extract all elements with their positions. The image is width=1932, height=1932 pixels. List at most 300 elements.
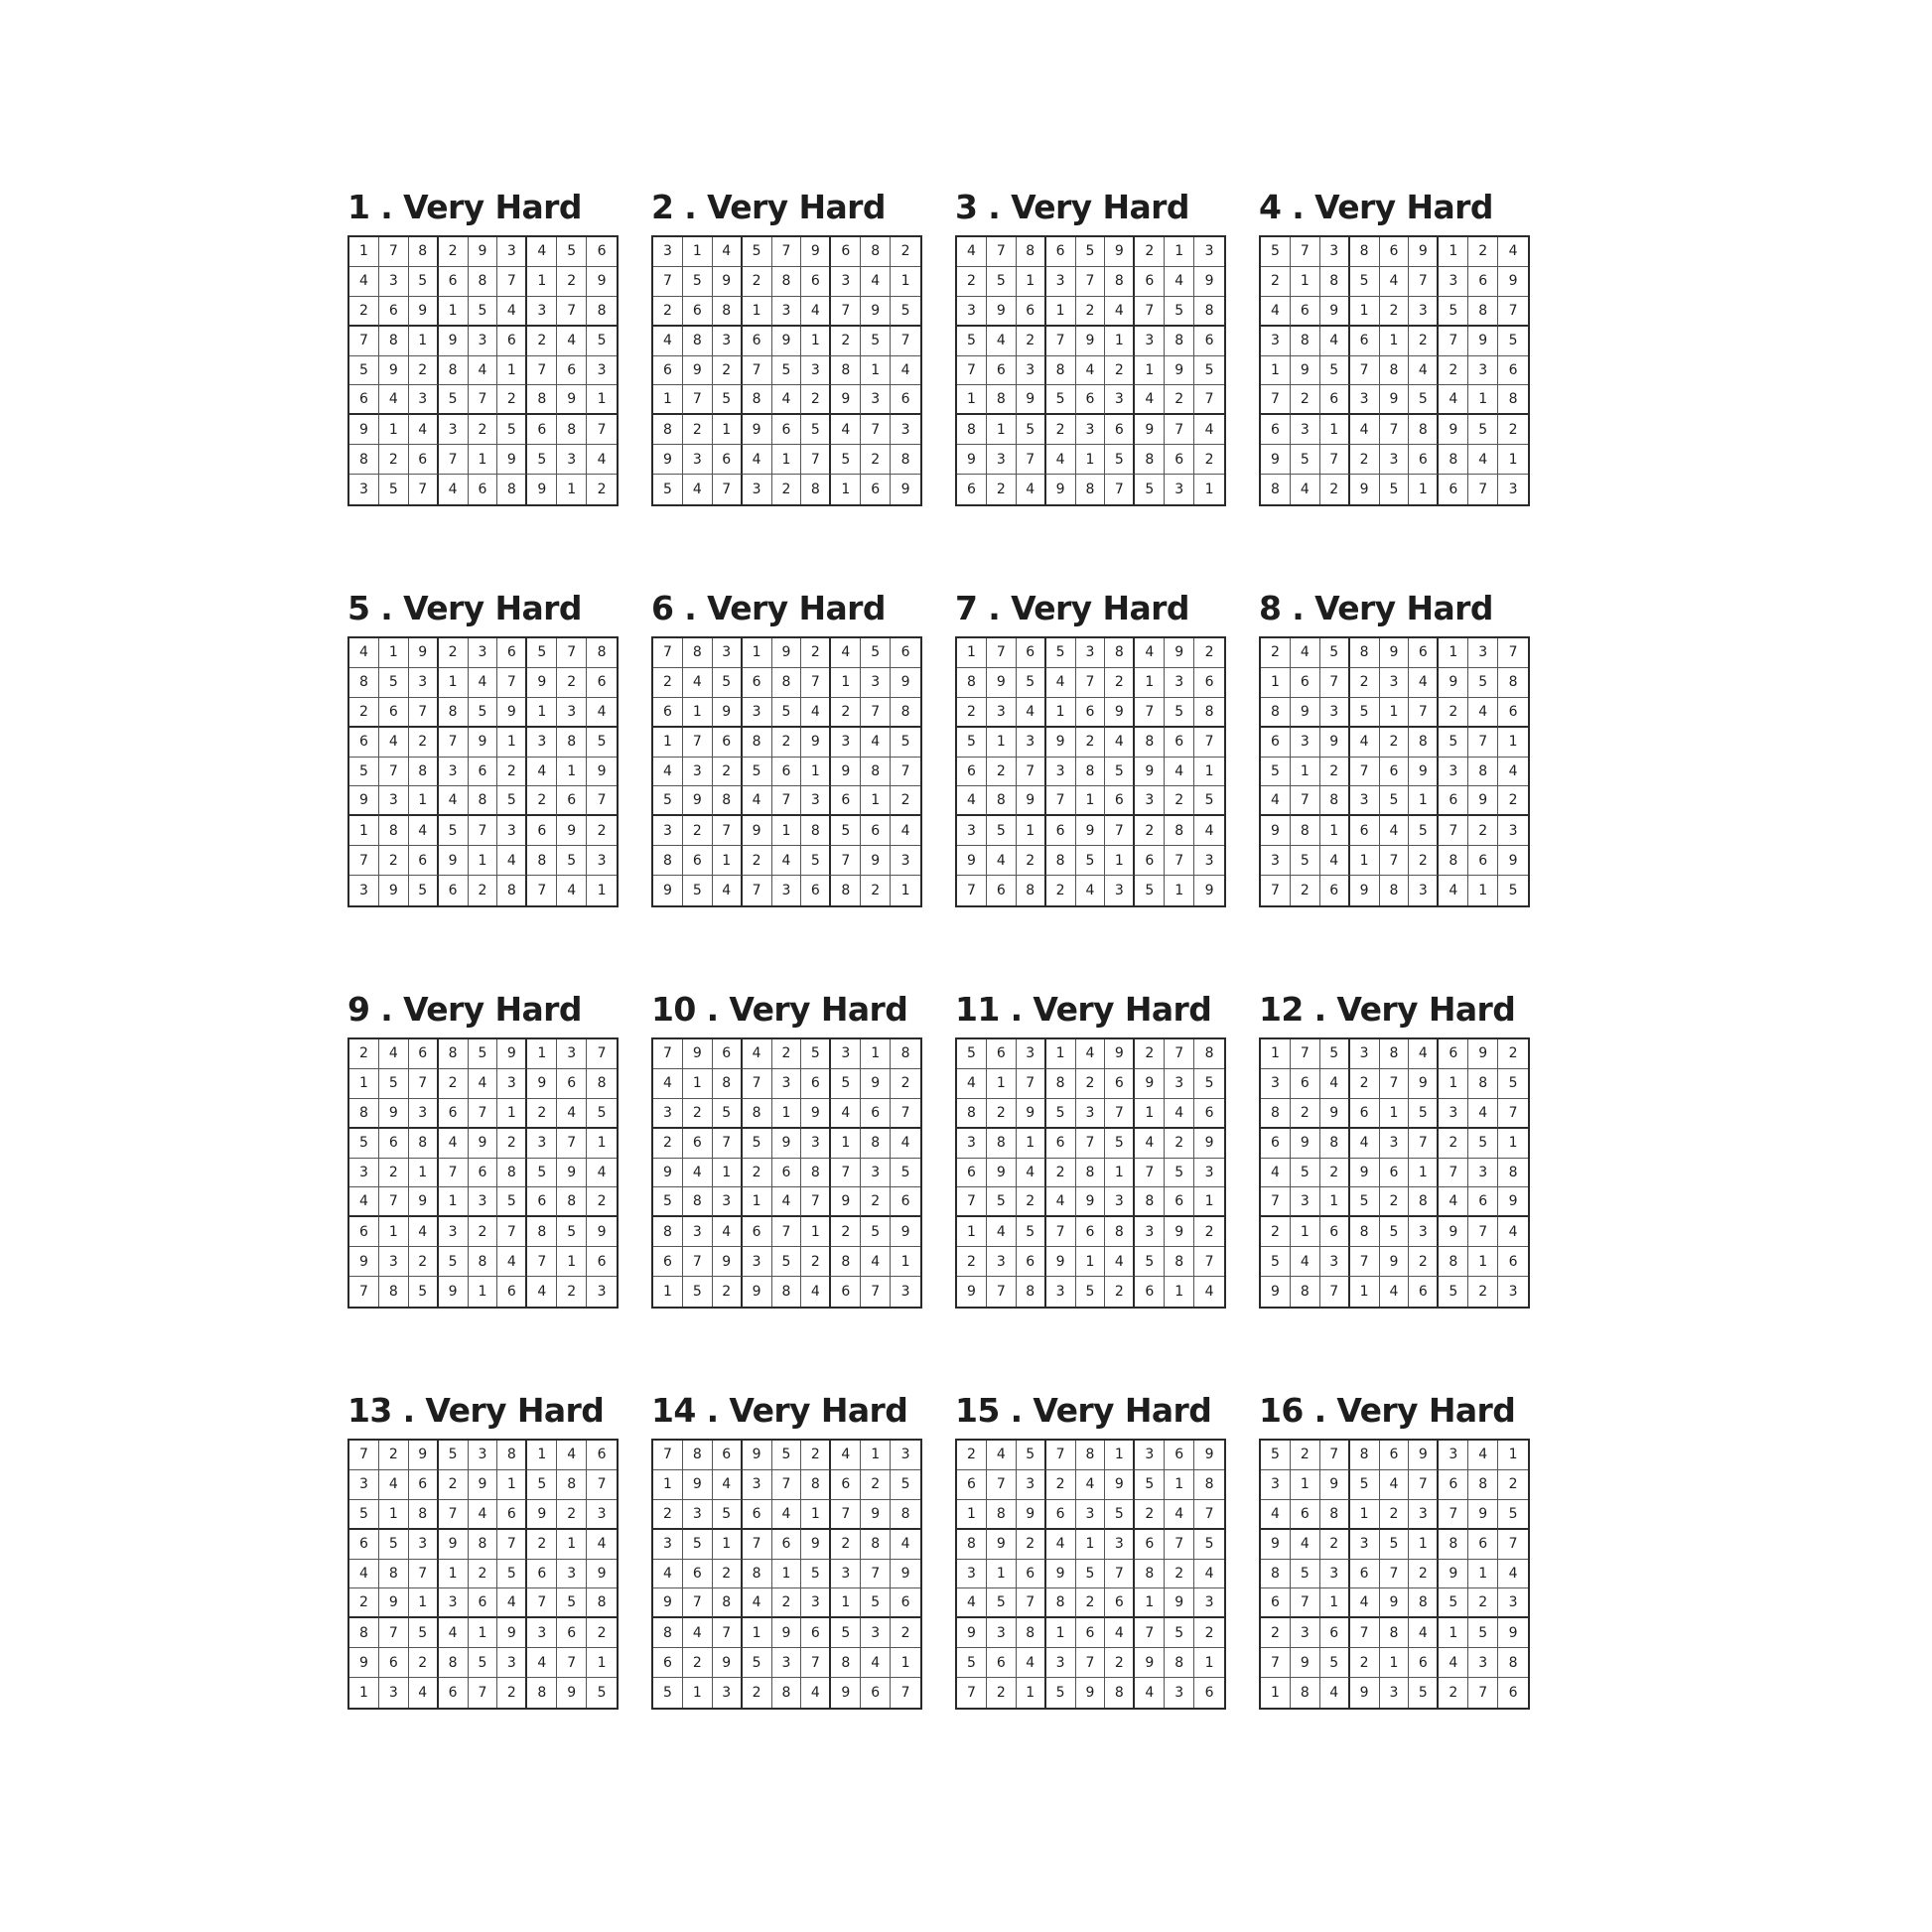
grid-cell: 6 — [497, 638, 527, 668]
grid-cell: 2 — [891, 237, 920, 267]
grid-cell: 6 — [743, 327, 772, 356]
grid-cell: 3 — [653, 816, 683, 846]
grid-cell: 1 — [1380, 1099, 1410, 1129]
grid-cell: 1 — [653, 1277, 683, 1307]
grid-cell: 1 — [1439, 1618, 1468, 1648]
grid-cell: 7 — [1135, 1159, 1165, 1188]
grid-cell: 7 — [957, 1678, 987, 1708]
grid-cell: 7 — [409, 698, 439, 728]
sudoku-puzzle — [651, 990, 925, 1302]
grid-cell: 3 — [831, 1560, 861, 1589]
grid-cell: 6 — [409, 445, 439, 475]
grid-cell: 5 — [497, 415, 527, 445]
grid-cell: 9 — [1439, 415, 1468, 445]
grid-cell: 7 — [1135, 698, 1165, 728]
grid-cell: 3 — [1135, 327, 1165, 356]
sudoku-grid — [347, 636, 619, 907]
grid-cell: 9 — [1291, 1648, 1320, 1678]
grid-cell: 8 — [861, 758, 891, 787]
grid-cell: 4 — [1046, 1530, 1076, 1560]
grid-cell: 3 — [987, 698, 1017, 728]
grid-cell: 3 — [1135, 1217, 1165, 1247]
grid-cell: 1 — [1165, 1470, 1194, 1500]
grid-cell: 7 — [1350, 356, 1380, 386]
grid-cell: 3 — [891, 846, 920, 876]
grid-cell: 7 — [379, 237, 409, 267]
grid-cell: 6 — [409, 1039, 439, 1069]
grid-cell: 9 — [713, 1247, 743, 1277]
grid-cell: 7 — [379, 1618, 409, 1648]
grid-cell: 8 — [1350, 237, 1380, 267]
grid-cell: 5 — [1380, 786, 1410, 816]
grid-cell: 5 — [861, 327, 891, 356]
sudoku-puzzle — [347, 188, 621, 499]
grid-cell: 5 — [1508, 883, 1518, 899]
grid-cell: 7 — [1076, 668, 1106, 698]
grid-cell: 7 — [1439, 816, 1468, 846]
grid-cell: 5 — [497, 1560, 527, 1589]
grid-cell: 9 — [957, 1618, 987, 1648]
grid-cell: 2 — [1498, 1039, 1528, 1069]
grid-cell: 4 — [379, 728, 409, 758]
grid-cell: 2 — [1439, 1129, 1468, 1159]
grid-cell: 4 — [469, 1069, 498, 1099]
grid-cell: 8 — [1498, 1648, 1528, 1678]
grid-cell: 7 — [557, 638, 587, 668]
grid-cell: 5 — [653, 786, 683, 816]
grid-cell: 5 — [439, 385, 469, 415]
grid-cell: 2 — [831, 698, 861, 728]
grid-cell: 6 — [1135, 846, 1165, 876]
grid-cell: 8 — [409, 758, 439, 787]
grid-cell: 3 — [1291, 1187, 1320, 1217]
grid-cell: 1 — [683, 698, 713, 728]
grid-cell: 4 — [439, 1129, 469, 1159]
grid-cell: 3 — [1380, 1129, 1410, 1159]
grid-cell: 6 — [987, 356, 1017, 386]
grid-cell: 9 — [1076, 1187, 1106, 1217]
grid-cell: 2 — [527, 1530, 557, 1560]
grid-cell: 1 — [772, 1099, 802, 1129]
grid-cell: 2 — [1017, 327, 1046, 356]
grid-cell: 5 — [683, 1530, 713, 1560]
grid-cell: 8 — [683, 1187, 713, 1217]
grid-cell: 9 — [1498, 1187, 1528, 1217]
grid-cell: 6 — [1046, 1500, 1076, 1530]
grid-cell: 2 — [1046, 415, 1076, 445]
grid-cell: 8 — [1261, 475, 1291, 504]
grid-cell: 3 — [1165, 668, 1194, 698]
grid-cell: 3 — [831, 728, 861, 758]
grid-cell: 4 — [957, 786, 987, 816]
grid-cell: 1 — [1261, 1678, 1291, 1708]
grid-cell: 8 — [1498, 668, 1528, 698]
grid-cell: 6 — [497, 1500, 527, 1530]
grid-cell: 4 — [1165, 267, 1194, 297]
grid-cell: 1 — [1046, 297, 1076, 327]
grid-cell: 6 — [469, 758, 498, 787]
grid-cell: 2 — [957, 1247, 987, 1277]
grid-cell: 9 — [379, 1099, 409, 1129]
grid-cell: 6 — [653, 698, 683, 728]
grid-cell: 6 — [1409, 638, 1439, 668]
grid-cell: 9 — [891, 1560, 920, 1589]
sudoku-grid — [651, 235, 922, 506]
puzzle-title: 13 . Very Hard — [347, 1391, 605, 1430]
grid-cell: 5 — [801, 415, 831, 445]
grid-cell: 1 — [1498, 1441, 1528, 1470]
grid-cell: 1 — [1439, 1069, 1468, 1099]
grid-cell: 4 — [743, 1039, 772, 1069]
grid-cell: 3 — [1439, 758, 1468, 787]
grid-cell: 1 — [527, 1441, 557, 1470]
grid-cell: 6 — [1380, 758, 1410, 787]
grid-cell: 3 — [653, 237, 683, 267]
grid-cell: 8 — [1165, 1247, 1194, 1277]
grid-cell: 3 — [379, 1247, 409, 1277]
grid-cell: 1 — [653, 1470, 683, 1500]
grid-cell: 3 — [527, 1129, 557, 1159]
grid-cell: 8 — [469, 786, 498, 816]
grid-cell: 4 — [1076, 876, 1106, 905]
grid-cell: 4 — [1017, 1648, 1046, 1678]
grid-cell: 8 — [1320, 1500, 1350, 1530]
grid-cell: 3 — [1105, 1187, 1135, 1217]
grid-cell: 9 — [1350, 876, 1380, 905]
grid-cell: 6 — [1380, 1159, 1410, 1188]
puzzle-sheet — [347, 188, 1533, 1703]
grid-cell: 2 — [1165, 1129, 1194, 1159]
grid-cell: 8 — [957, 415, 987, 445]
grid-cell: 6 — [1498, 356, 1528, 386]
grid-cell: 5 — [1076, 1560, 1106, 1589]
grid-cell: 5 — [1320, 356, 1350, 386]
grid-cell: 6 — [957, 758, 987, 787]
grid-cell: 7 — [861, 1560, 891, 1589]
grid-cell: 6 — [1320, 1618, 1350, 1648]
grid-cell: 9 — [557, 816, 587, 846]
grid-cell: 6 — [957, 475, 987, 504]
grid-cell: 8 — [683, 327, 713, 356]
grid-cell: 1 — [1261, 1039, 1291, 1069]
grid-cell: 3 — [861, 1159, 891, 1188]
grid-cell: 4 — [891, 1530, 920, 1560]
grid-cell: 9 — [1320, 297, 1350, 327]
grid-cell: 5 — [1017, 1217, 1046, 1247]
grid-cell: 7 — [987, 1277, 1017, 1307]
grid-cell: 3 — [557, 1039, 587, 1069]
grid-cell: 7 — [743, 356, 772, 386]
grid-cell: 8 — [831, 1648, 861, 1678]
grid-cell: 5 — [379, 668, 409, 698]
grid-cell: 3 — [379, 267, 409, 297]
grid-cell: 7 — [1194, 1500, 1224, 1530]
grid-cell: 5 — [743, 237, 772, 267]
grid-cell: 5 — [831, 816, 861, 846]
grid-cell: 5 — [1135, 1247, 1165, 1277]
grid-cell: 4 — [557, 1099, 587, 1129]
grid-cell: 7 — [1261, 1648, 1291, 1678]
grid-cell: 3 — [1380, 445, 1410, 475]
grid-cell: 6 — [1165, 1187, 1194, 1217]
grid-cell: 5 — [1165, 297, 1194, 327]
grid-cell: 2 — [1409, 1560, 1439, 1589]
grid-cell: 3 — [1468, 356, 1498, 386]
sudoku-grid — [651, 636, 922, 907]
grid-cell: 2 — [957, 267, 987, 297]
grid-cell: 1 — [349, 237, 379, 267]
grid-cell: 2 — [1135, 816, 1165, 846]
grid-cell: 6 — [587, 1247, 617, 1277]
grid-cell: 5 — [1380, 475, 1410, 504]
grid-cell: 4 — [1498, 758, 1528, 787]
grid-cell: 2 — [1105, 1648, 1135, 1678]
grid-cell: 4 — [1105, 728, 1135, 758]
grid-cell: 9 — [831, 1678, 861, 1708]
grid-cell: 5 — [1017, 415, 1046, 445]
grid-cell: 9 — [1291, 1129, 1320, 1159]
grid-cell: 7 — [1380, 415, 1410, 445]
grid-cell: 3 — [439, 758, 469, 787]
grid-cell: 4 — [1350, 728, 1380, 758]
grid-cell: 6 — [1135, 1277, 1165, 1307]
grid-cell: 8 — [1498, 385, 1528, 415]
grid-cell: 7 — [653, 638, 683, 668]
grid-cell: 8 — [439, 1039, 469, 1069]
grid-cell: 8 — [557, 1187, 587, 1217]
grid-cell: 5 — [409, 876, 439, 905]
grid-cell: 2 — [1076, 1069, 1106, 1099]
grid-cell: 1 — [497, 356, 527, 386]
grid-cell: 3 — [1350, 385, 1380, 415]
grid-cell: 7 — [861, 415, 891, 445]
grid-cell: 1 — [957, 385, 987, 415]
grid-cell: 1 — [439, 1560, 469, 1589]
grid-cell: 1 — [1320, 415, 1350, 445]
grid-cell: 2 — [1291, 385, 1320, 415]
grid-cell: 5 — [557, 1588, 587, 1618]
grid-cell: 8 — [1076, 758, 1106, 787]
grid-cell: 5 — [527, 1470, 557, 1500]
grid-cell: 2 — [861, 1470, 891, 1500]
grid-cell: 6 — [527, 1187, 557, 1217]
grid-cell: 6 — [1468, 1530, 1498, 1560]
grid-cell: 3 — [1165, 1069, 1194, 1099]
grid-cell: 4 — [801, 297, 831, 327]
grid-cell: 1 — [557, 758, 587, 787]
grid-cell: 8 — [409, 1129, 439, 1159]
grid-cell: 6 — [1017, 1560, 1046, 1589]
grid-cell: 4 — [409, 415, 439, 445]
grid-cell: 5 — [861, 638, 891, 668]
grid-cell: 4 — [1046, 1187, 1076, 1217]
grid-cell: 7 — [1261, 1187, 1291, 1217]
grid-cell: 8 — [743, 1560, 772, 1589]
grid-cell: 5 — [1439, 1588, 1468, 1618]
grid-cell: 1 — [1498, 445, 1528, 475]
grid-cell: 3 — [349, 1470, 379, 1500]
grid-cell: 7 — [439, 1159, 469, 1188]
grid-cell: 2 — [1076, 728, 1106, 758]
grid-cell: 8 — [957, 668, 987, 698]
grid-cell: 2 — [987, 758, 1017, 787]
grid-cell: 3 — [527, 297, 557, 327]
grid-cell: 8 — [1135, 1560, 1165, 1589]
grid-cell: 7 — [1468, 728, 1498, 758]
grid-cell: 9 — [409, 1441, 439, 1470]
puzzle-title: 12 . Very Hard — [1259, 990, 1516, 1029]
grid-cell: 6 — [713, 445, 743, 475]
grid-cell: 6 — [1017, 1247, 1046, 1277]
grid-cell: 1 — [743, 1187, 772, 1217]
grid-cell: 2 — [653, 1129, 683, 1159]
grid-cell: 5 — [1320, 638, 1350, 668]
grid-cell: 4 — [469, 668, 498, 698]
grid-cell: 9 — [469, 728, 498, 758]
grid-cell: 6 — [713, 1039, 743, 1069]
sudoku-grid — [347, 1037, 619, 1309]
grid-cell: 6 — [801, 267, 831, 297]
grid-cell: 3 — [1076, 415, 1106, 445]
grid-cell: 2 — [1076, 297, 1106, 327]
grid-cell: 2 — [987, 1099, 1017, 1129]
puzzle-title: 11 . Very Hard — [955, 990, 1212, 1029]
grid-cell: 1 — [683, 1678, 713, 1708]
grid-cell: 1 — [349, 1678, 379, 1708]
grid-cell: 7 — [713, 1618, 743, 1648]
grid-cell: 8 — [957, 1530, 987, 1560]
grid-cell: 2 — [683, 415, 713, 445]
grid-cell: 9 — [587, 758, 617, 787]
grid-cell: 5 — [653, 1187, 683, 1217]
grid-cell: 5 — [1409, 385, 1439, 415]
grid-cell: 5 — [497, 1187, 527, 1217]
grid-cell: 2 — [713, 356, 743, 386]
grid-cell: 6 — [1076, 698, 1106, 728]
grid-cell: 7 — [891, 1099, 920, 1129]
grid-cell: 6 — [1046, 237, 1076, 267]
grid-cell: 6 — [743, 1500, 772, 1530]
grid-cell: 9 — [772, 1129, 802, 1159]
grid-cell: 8 — [557, 1470, 587, 1500]
grid-cell: 5 — [861, 1588, 891, 1618]
grid-cell: 9 — [527, 475, 557, 504]
grid-cell: 7 — [1194, 728, 1224, 758]
grid-cell: 4 — [987, 846, 1017, 876]
grid-cell: 8 — [1409, 415, 1439, 445]
grid-cell: 4 — [1194, 816, 1224, 846]
grid-cell: 7 — [1194, 1247, 1224, 1277]
grid-cell: 2 — [831, 327, 861, 356]
grid-cell: 5 — [861, 1217, 891, 1247]
grid-cell: 6 — [379, 297, 409, 327]
grid-cell: 5 — [1194, 1530, 1224, 1560]
grid-cell: 1 — [713, 846, 743, 876]
grid-cell: 1 — [1105, 1159, 1135, 1188]
grid-cell: 5 — [1350, 267, 1380, 297]
grid-cell: 8 — [527, 385, 557, 415]
grid-cell: 9 — [831, 1187, 861, 1217]
grid-cell: 9 — [1046, 1247, 1076, 1277]
grid-cell: 5 — [1350, 1470, 1380, 1500]
grid-cell: 2 — [379, 1159, 409, 1188]
grid-cell: 4 — [1291, 1530, 1320, 1560]
grid-cell: 9 — [772, 1618, 802, 1648]
grid-cell: 1 — [1194, 1648, 1224, 1678]
grid-cell: 8 — [801, 475, 831, 504]
grid-cell: 7 — [469, 816, 498, 846]
grid-cell: 3 — [831, 1039, 861, 1069]
grid-cell: 9 — [1194, 1441, 1224, 1470]
grid-cell: 7 — [527, 1588, 557, 1618]
grid-cell: 8 — [349, 445, 379, 475]
grid-cell: 2 — [379, 445, 409, 475]
grid-cell: 7 — [987, 1470, 1017, 1500]
grid-cell: 5 — [1046, 385, 1076, 415]
grid-cell: 4 — [1135, 1129, 1165, 1159]
grid-cell: 8 — [469, 1247, 498, 1277]
grid-cell: 8 — [683, 638, 713, 668]
grid-cell: 6 — [1105, 786, 1135, 816]
grid-cell: 7 — [587, 786, 617, 816]
grid-cell: 3 — [957, 297, 987, 327]
grid-cell: 7 — [1135, 297, 1165, 327]
grid-cell: 6 — [349, 1217, 379, 1247]
grid-cell: 7 — [891, 327, 920, 356]
grid-cell: 9 — [1320, 728, 1350, 758]
grid-cell: 4 — [1194, 1560, 1224, 1589]
grid-cell: 5 — [349, 356, 379, 386]
grid-cell: 4 — [891, 356, 920, 386]
grid-cell: 9 — [497, 445, 527, 475]
grid-cell: 8 — [743, 1099, 772, 1129]
sudoku-grid — [955, 1439, 1226, 1710]
grid-cell: 9 — [1105, 237, 1135, 267]
grid-cell: 5 — [1291, 846, 1320, 876]
grid-cell: 1 — [1409, 1159, 1439, 1188]
grid-cell: 7 — [772, 237, 802, 267]
grid-cell: 3 — [1350, 1530, 1380, 1560]
grid-cell: 4 — [801, 1678, 831, 1708]
grid-cell: 7 — [1046, 1441, 1076, 1470]
grid-cell: 8 — [1350, 638, 1380, 668]
grid-cell: 9 — [1409, 758, 1439, 787]
grid-cell: 2 — [1105, 668, 1135, 698]
grid-cell: 1 — [1105, 1441, 1135, 1470]
grid-cell: 7 — [439, 1500, 469, 1530]
sudoku-puzzle — [1259, 188, 1533, 499]
grid-cell: 8 — [891, 1039, 920, 1069]
grid-cell: 5 — [557, 237, 587, 267]
grid-cell: 3 — [861, 385, 891, 415]
sudoku-grid — [651, 1037, 922, 1309]
grid-cell: 3 — [1017, 356, 1046, 386]
grid-cell: 3 — [497, 237, 527, 267]
grid-cell: 4 — [587, 1530, 617, 1560]
grid-cell: 3 — [957, 1129, 987, 1159]
grid-cell: 3 — [349, 1159, 379, 1188]
grid-cell: 6 — [772, 415, 802, 445]
grid-cell: 3 — [957, 1560, 987, 1589]
grid-cell: 8 — [1046, 1069, 1076, 1099]
sudoku-puzzle — [1259, 589, 1533, 900]
grid-cell: 4 — [557, 327, 587, 356]
grid-cell: 2 — [1498, 786, 1528, 816]
grid-cell: 3 — [557, 445, 587, 475]
grid-cell: 3 — [957, 816, 987, 846]
grid-cell: 2 — [469, 1217, 498, 1247]
grid-cell: 9 — [1076, 816, 1106, 846]
